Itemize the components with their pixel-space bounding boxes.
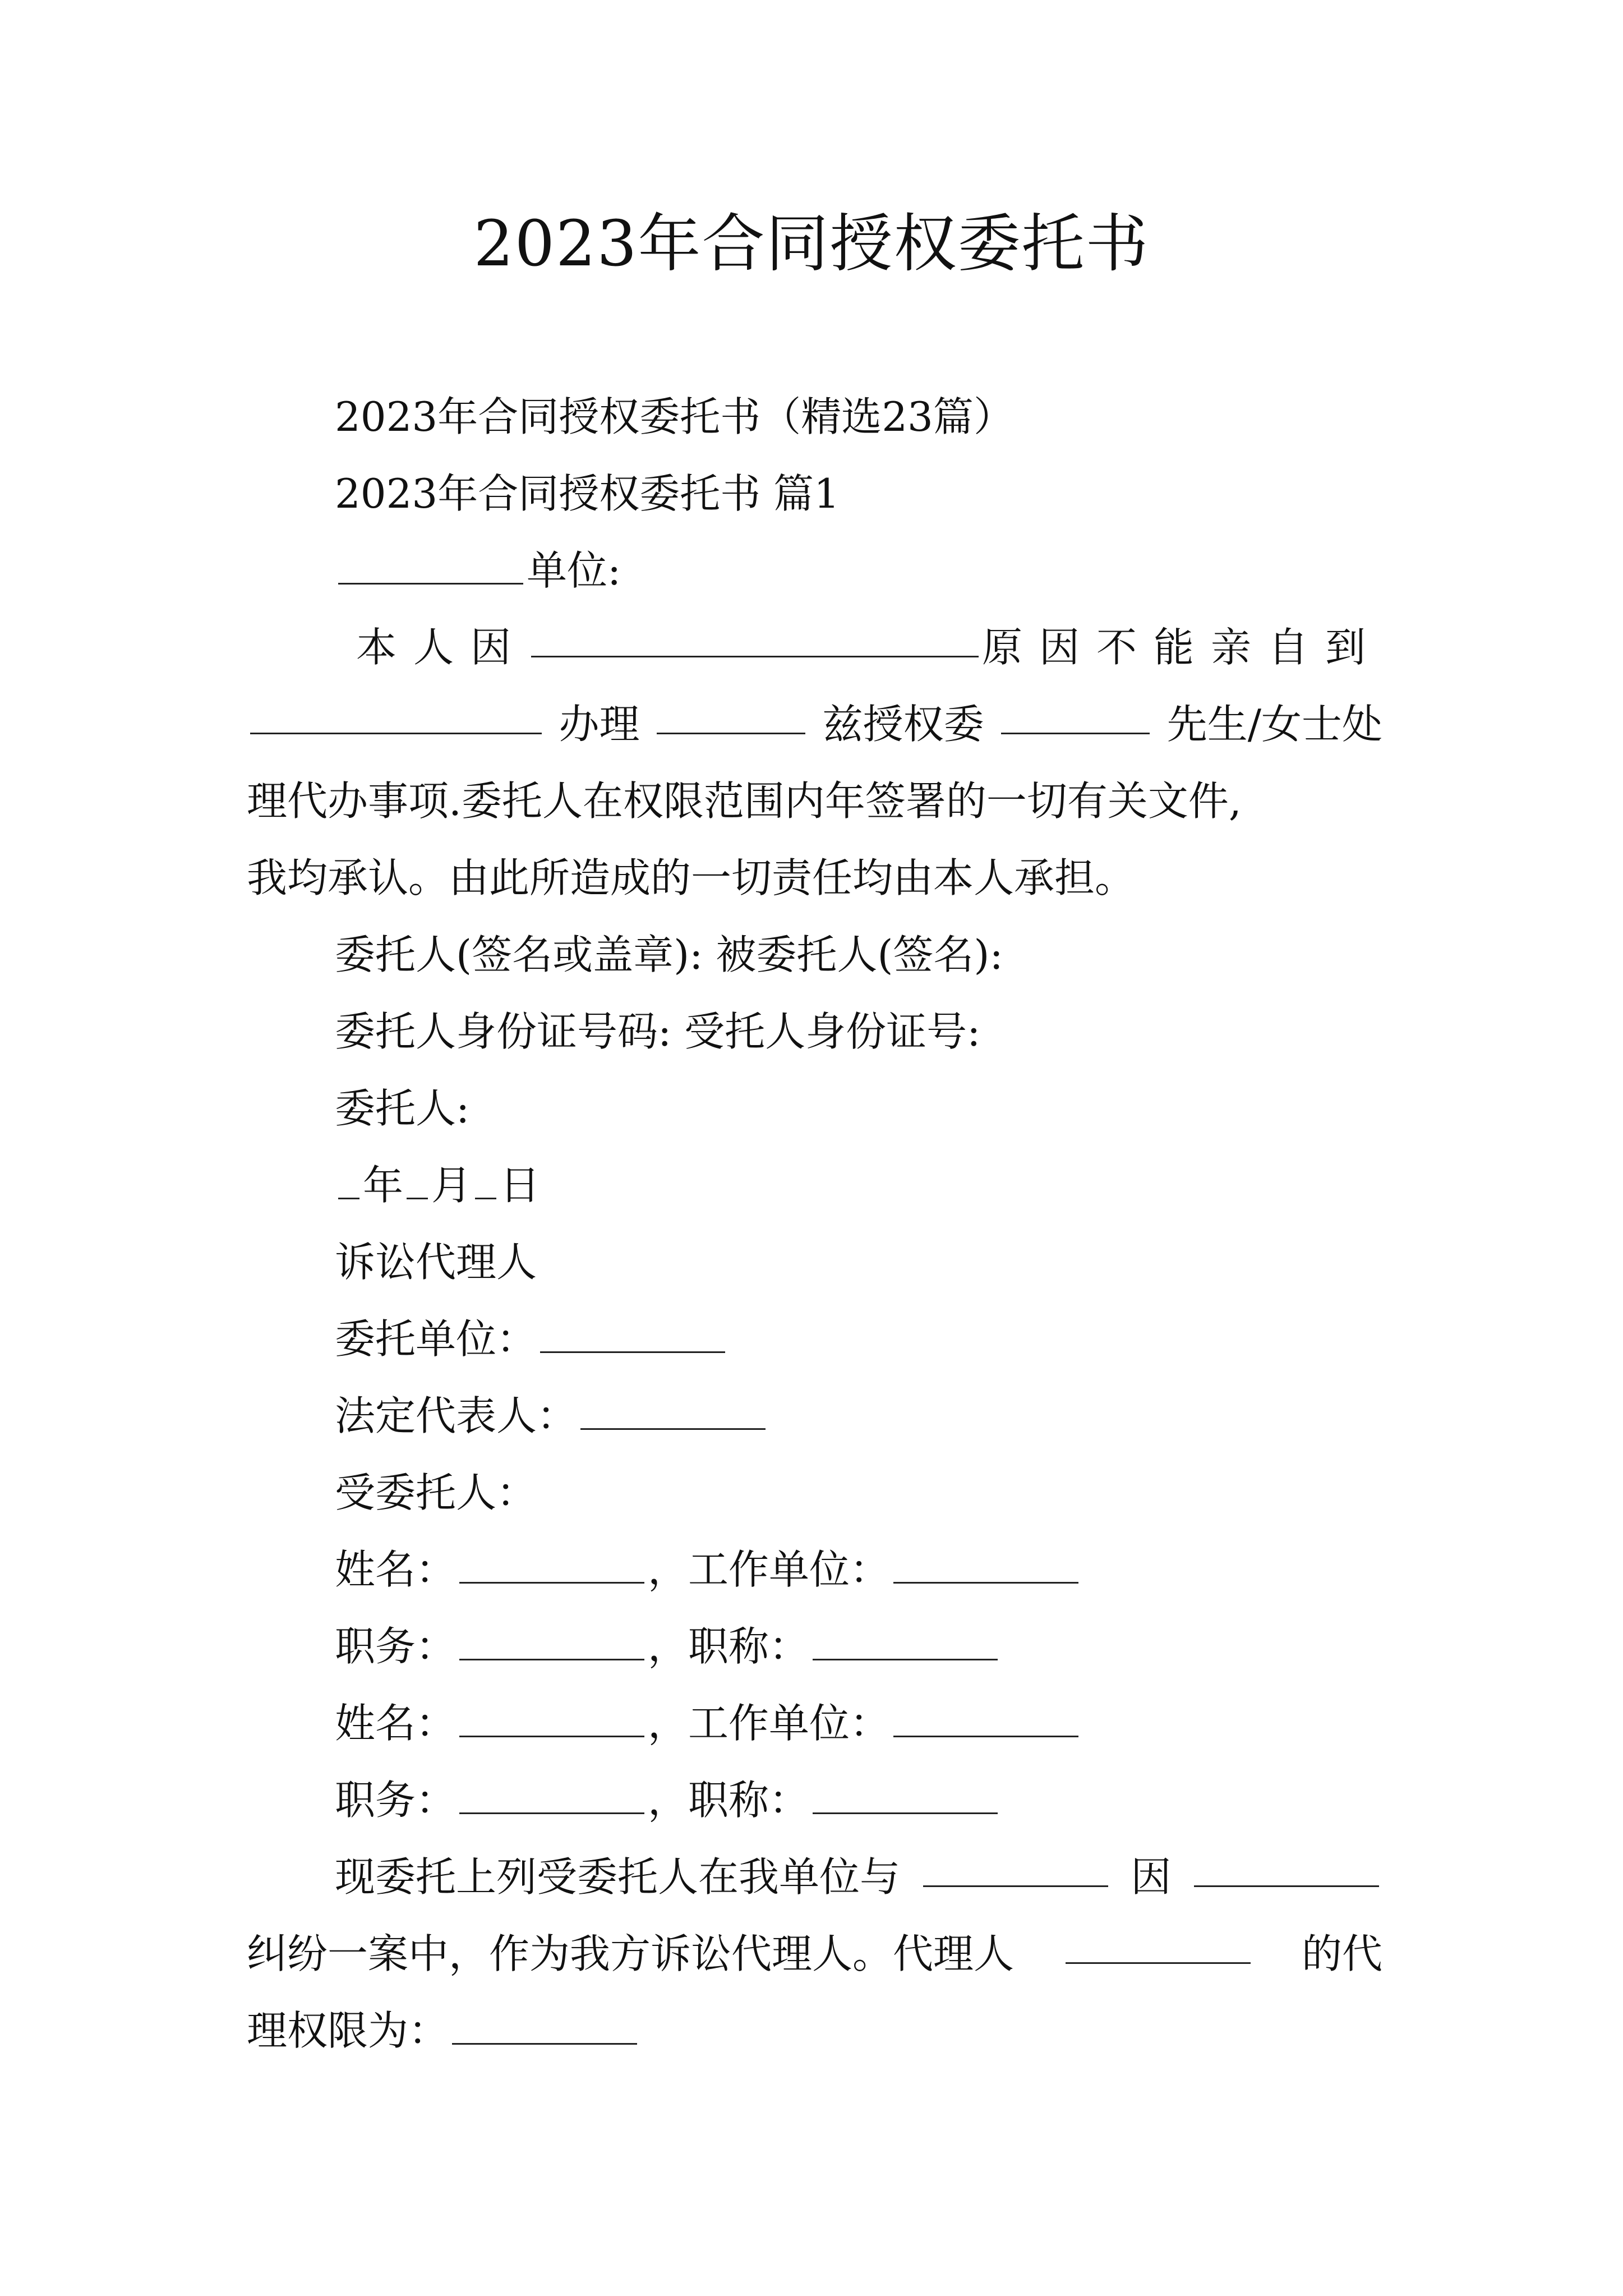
agency-authority-line: 理权限为： bbox=[247, 2000, 640, 2062]
trustee-2-work-unit-blank[interactable] bbox=[893, 1696, 1078, 1737]
principal-line: 委托人: bbox=[335, 1085, 470, 1132]
entrust-paragraph-line-1: 现委托上列受委托人在我单位与 因 bbox=[335, 1846, 1382, 1908]
paragraph-line-4: 我均承认。由此所造成的一切责任均由本人承担。 bbox=[247, 854, 1136, 901]
day-blank[interactable] bbox=[475, 1158, 496, 1199]
paragraph-line-1 bbox=[356, 616, 1382, 678]
authorize-label: 兹授权委 bbox=[822, 701, 984, 748]
paragraph-line-2 bbox=[247, 693, 1382, 755]
trustee-heading: 受委托人： bbox=[335, 1469, 537, 1516]
matter-blank[interactable] bbox=[657, 693, 805, 734]
legal-representative-blank[interactable] bbox=[580, 1389, 766, 1430]
trustee-2-duty-line: 职务： ，职称： bbox=[335, 1769, 1001, 1831]
reason-blank[interactable] bbox=[531, 616, 979, 657]
subtitle-part-1: 2023年合同授权委托书 篇1 bbox=[335, 470, 840, 517]
agency-authority-blank[interactable] bbox=[452, 2004, 637, 2045]
handle-label: 办理 bbox=[559, 701, 640, 748]
unit-label: 单位: bbox=[527, 547, 621, 594]
subtitle-collection: 2023年合同授权委托书（精选23篇） bbox=[335, 393, 1014, 440]
entrust-paragraph-line-2: 纠纷一案中，作为我方诉讼代理人。代理人 的代 bbox=[247, 1923, 1382, 1985]
reason-suffix: 原因不能亲自到 bbox=[981, 624, 1382, 671]
agent-name-blank[interactable] bbox=[1066, 1923, 1251, 1964]
section-heading-litigation-agent: 诉讼代理人 bbox=[335, 1239, 537, 1286]
gender-label: 先生/女士处 bbox=[1166, 701, 1382, 748]
month-blank[interactable] bbox=[407, 1158, 428, 1199]
trustee-1-rank-blank[interactable] bbox=[813, 1619, 998, 1660]
trustee-2-name-blank[interactable] bbox=[459, 1696, 644, 1737]
trustee-1-duty-line: 职务： ，职称： bbox=[335, 1616, 1001, 1677]
date-line: 年 月 日 bbox=[335, 1154, 540, 1216]
opposing-party-blank[interactable] bbox=[923, 1846, 1108, 1887]
trustee-2-duty-blank[interactable] bbox=[459, 1773, 644, 1814]
trustee-1-duty-blank[interactable] bbox=[459, 1619, 644, 1660]
trustee-2-rank-blank[interactable] bbox=[813, 1773, 998, 1814]
trustee-2-name-line: 姓名： ，工作单位： bbox=[335, 1692, 1082, 1754]
unit-line bbox=[335, 540, 621, 601]
entrusting-unit-line: 委托单位： bbox=[335, 1308, 728, 1370]
year-blank[interactable] bbox=[338, 1158, 359, 1199]
signature-line: 委托人(签名或盖章): 被委托人(签名): bbox=[335, 931, 1003, 978]
entrusting-unit-blank[interactable] bbox=[540, 1312, 725, 1353]
legal-representative-line: 法定代表人： bbox=[335, 1385, 769, 1447]
document-title: 2023年合同授权委托书 bbox=[473, 208, 1150, 280]
id-number-line: 委托人身份证号码: 受托人身份证号: bbox=[335, 1008, 981, 1055]
trustee-1-name-line: 姓名： ，工作单位： bbox=[335, 1539, 1082, 1600]
agent-blank[interactable] bbox=[1001, 693, 1150, 734]
unit-blank[interactable] bbox=[338, 544, 523, 585]
place-blank[interactable] bbox=[250, 693, 542, 734]
dispute-cause-blank[interactable] bbox=[1194, 1846, 1379, 1887]
reason-prefix: 本人因 bbox=[356, 624, 528, 671]
trustee-1-work-unit-blank[interactable] bbox=[893, 1543, 1078, 1584]
paragraph-line-3: 理代办事项.委托人在权限范围内年签署的一切有关文件, bbox=[247, 777, 1242, 825]
trustee-1-name-blank[interactable] bbox=[459, 1543, 644, 1584]
